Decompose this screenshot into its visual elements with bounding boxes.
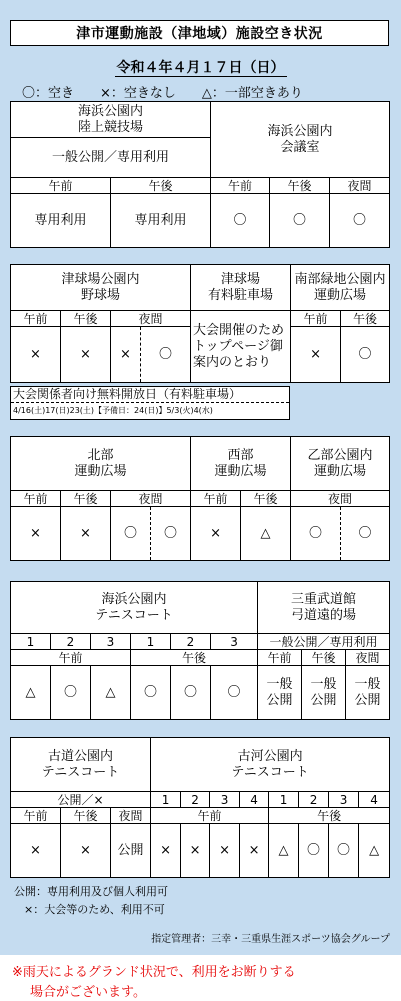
header-pm: 午後	[61, 311, 111, 327]
header-pm: 午後	[111, 178, 211, 194]
legend: 〇：空き ×：空きなし △：一部空きあり	[22, 86, 303, 101]
manager-credit: 指定管理者：三幸・三重県生涯スポーツ協会グループ	[151, 934, 390, 945]
table-tsu-baseball	[10, 264, 390, 383]
slot-status: 公開	[111, 824, 151, 878]
table-sports-fields	[10, 436, 390, 561]
slot-status: ×	[11, 824, 61, 878]
slot-status: 専用利用	[111, 194, 211, 248]
header-night: 夜間	[346, 650, 390, 666]
header-am: 午前	[11, 311, 61, 327]
slot-status: ×	[151, 824, 181, 878]
slot-status: ×	[61, 327, 111, 383]
slot-status: 〇	[211, 666, 258, 720]
header-pm: 午後	[241, 491, 291, 507]
usage-type: 一般公開／専用利用	[258, 634, 390, 650]
court-number: 2	[299, 792, 329, 808]
facility-tsu-baseball: 津球場公園内 野球場	[11, 265, 191, 311]
slot-status: 一般公開	[258, 666, 302, 720]
slot-status: ×	[61, 507, 111, 561]
header-pm: 午後	[131, 650, 258, 666]
header-pm: 午後	[270, 178, 330, 194]
header-am: 午前	[11, 808, 61, 824]
slot-status: △	[91, 666, 131, 720]
facility-hokubu-field: 北部 運動広場	[11, 437, 191, 491]
table-kaihin-stadium-meeting	[10, 101, 390, 248]
header-am: 午前	[151, 808, 269, 824]
slot-status: △	[269, 824, 299, 878]
facility-otobe-field: 乙部公園内 運動広場	[291, 437, 390, 491]
slot-status: ×	[181, 824, 210, 878]
slot-status: 〇	[211, 194, 270, 248]
slot-status: 〇	[131, 666, 171, 720]
court-number: 3	[210, 792, 240, 808]
facility-nanbu-field: 南部緑地公園内 運動広場	[291, 265, 390, 311]
header-night: 夜間	[111, 808, 151, 824]
slot-status: 〇	[299, 824, 329, 878]
page-title: 津市運動施設（津地域）施設空き状況	[10, 20, 389, 46]
court-number: 2	[51, 634, 91, 650]
slot-status: 〇	[171, 666, 211, 720]
court-number: 4	[240, 792, 269, 808]
free-day-title: 大会関係者向け無料開放日（有料駐車場）	[11, 387, 289, 403]
header-am: 午前	[11, 178, 111, 194]
header-pm: 午後	[61, 491, 111, 507]
facility-tsu-parking: 津球場 有料駐車場	[191, 265, 291, 311]
slot-status: 〇	[330, 194, 390, 248]
court-number: 1	[151, 792, 181, 808]
date-heading: 令和４年４月１７日（日）	[116, 60, 285, 76]
free-day-dates: 4/16(土)17(日)23(土)【予備日：24(日)】5/3(火)4(水)	[13, 406, 213, 415]
slot-status: ×	[111, 327, 141, 383]
facility-furumichi-tennis: 古道公園内 テニスコート	[11, 738, 151, 792]
header-pm: 午後	[61, 808, 111, 824]
parking-note: 大会開催のためトップページ御案内のとおり	[191, 311, 291, 383]
table-furumichi-furukawa-tennis	[10, 737, 390, 878]
header-night: 夜間	[111, 311, 191, 327]
slot-status: ×	[291, 327, 341, 383]
header-night: 夜間	[111, 491, 191, 507]
free-opening-notice	[10, 386, 290, 420]
slot-status: ×	[11, 507, 61, 561]
slot-status: 〇	[329, 824, 359, 878]
facility-budokan-archery: 三重武道館 弓道遠的場	[258, 582, 390, 634]
footnote-unavailable: ×：大会等のため、利用不可	[24, 903, 165, 916]
facility-seibu-field: 西部 運動広場	[191, 437, 291, 491]
rain-warning-line2: 場合がございます。	[30, 985, 146, 1000]
rain-warning-line1: ※雨天によるグランド状況で、利用をお断りする	[12, 965, 296, 980]
slot-status: ×	[210, 824, 240, 878]
slot-status: 〇	[341, 327, 390, 383]
court-number: 3	[91, 634, 131, 650]
facility-kaihin-stadium: 海浜公園内 陸上競技場	[11, 102, 211, 138]
header-am: 午前	[11, 650, 131, 666]
slot-status: △	[359, 824, 390, 878]
slot-status: 一般公開	[346, 666, 390, 720]
slot-status: ×	[240, 824, 269, 878]
slot-status: 〇	[291, 507, 341, 561]
slot-status: 〇	[111, 507, 151, 561]
slot-status: △	[241, 507, 291, 561]
court-number: 4	[359, 792, 390, 808]
header-am: 午前	[11, 491, 61, 507]
court-number: 1	[131, 634, 171, 650]
court-number: 1	[269, 792, 299, 808]
header-pm: 午後	[341, 311, 390, 327]
footnote-open: 公開：専用利用及び個人利用可	[14, 885, 168, 898]
slot-status: 一般公開	[302, 666, 346, 720]
slot-status: 〇	[141, 327, 191, 383]
header-am: 午前	[191, 491, 241, 507]
slot-status: ×	[191, 507, 241, 561]
slot-status: ×	[11, 327, 61, 383]
facility-kaihin-meeting-room: 海浜公園内 会議室	[211, 102, 390, 178]
header-am: 午前	[211, 178, 270, 194]
court-number: 3	[211, 634, 258, 650]
header-am: 午前	[291, 311, 341, 327]
court-number: 2	[181, 792, 210, 808]
header-pm: 午後	[302, 650, 346, 666]
facility-kaihin-tennis: 海浜公園内 テニスコート	[11, 582, 258, 634]
open-label: 公開／×	[11, 792, 151, 808]
slot-status: 〇	[270, 194, 330, 248]
court-number: 3	[329, 792, 359, 808]
table-kaihin-tennis-budokan	[10, 581, 390, 720]
header-night: 夜間	[291, 491, 390, 507]
slot-status: 〇	[341, 507, 390, 561]
slot-status: 〇	[151, 507, 191, 561]
usage-type: 一般公開／専用利用	[11, 138, 211, 178]
court-number: 1	[11, 634, 51, 650]
court-number: 2	[171, 634, 211, 650]
header-am: 午前	[258, 650, 302, 666]
slot-status: 〇	[51, 666, 91, 720]
header-pm: 午後	[269, 808, 390, 824]
facility-furukawa-tennis: 古河公園内 テニスコート	[151, 738, 390, 792]
slot-status: 専用利用	[11, 194, 111, 248]
header-night: 夜間	[330, 178, 390, 194]
slot-status: △	[11, 666, 51, 720]
slot-status: ×	[61, 824, 111, 878]
